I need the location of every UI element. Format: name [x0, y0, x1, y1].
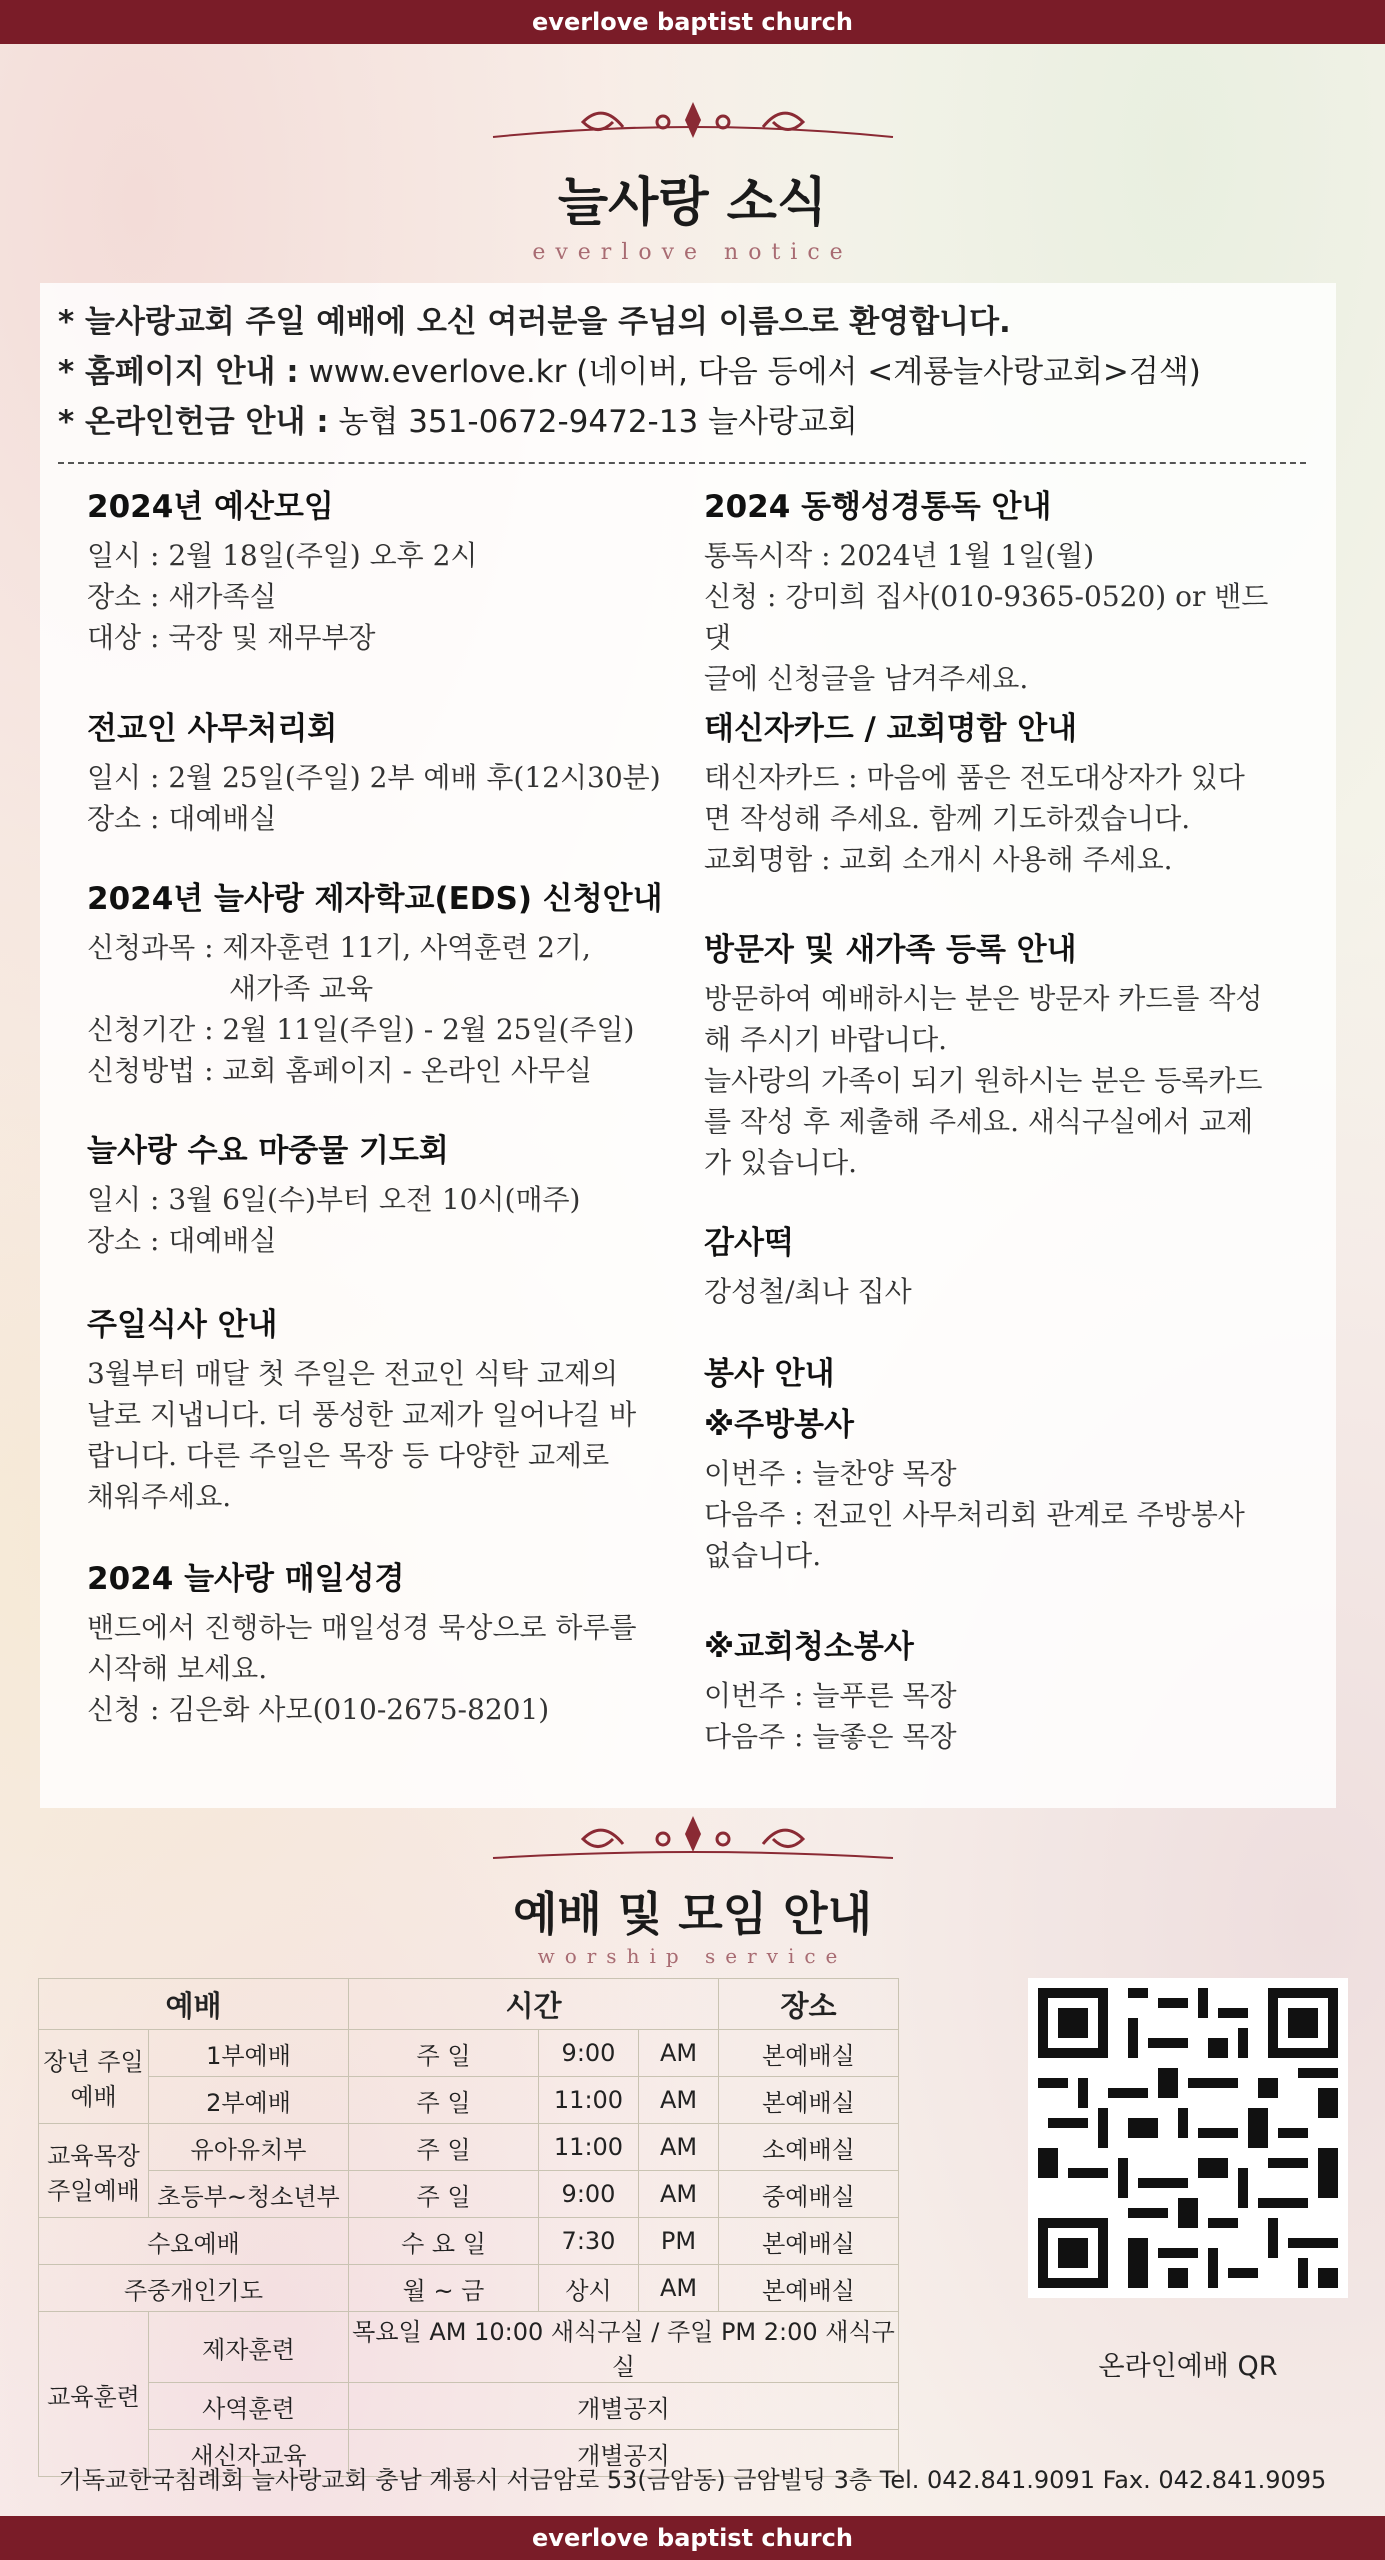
dashed-divider — [58, 462, 1306, 464]
intro-line: * 온라인헌금 안내 : 농협 351-0672-9472-13 늘사랑교회 — [58, 404, 858, 440]
section-title: 봉사 안내 — [704, 1356, 835, 1392]
table-row: 새신자교육 개별공지 — [39, 2430, 899, 2477]
header-time: 시간 — [349, 1979, 719, 2030]
notice-section: 전교인 사무처리회 일시 : 2월 25일(주일) 2부 예배 후(12시30분) 장소 : 대예배실 — [87, 707, 687, 839]
table-row: 교육목장 주일예배 유아유치부 주 일 11:00 AM 소예배실 — [39, 2124, 899, 2171]
row-group: 교육훈련 — [39, 2312, 149, 2477]
notice-section: 감사떡 강성철/최나 집사 — [704, 1221, 1304, 1312]
bottom-banner — [0, 2516, 1385, 2560]
intro-line: * 홈페이지 안내 : www.everlove.kr (네이버, 다음 등에서 <계룡늘사랑교회>검색) — [58, 354, 1201, 390]
header-place: 장소 — [719, 1979, 899, 2030]
table-row: 수요예배 수 요 일 7:30 PM 본예배실 — [39, 2218, 899, 2265]
table-header-row — [39, 1979, 899, 2030]
church-name-top: everlove baptist church — [532, 8, 853, 36]
notice-section: 2024년 예산모임 일시 : 2월 18일(주일) 오후 2시 장소 : 새가족실 대상 : 국장 및 재무부장 — [87, 485, 687, 658]
intro-line: * 늘사랑교회 주일 예배에 오신 여러분을 주님의 이름으로 환영합니다. — [58, 304, 1011, 340]
ornament-top-icon — [0, 92, 1385, 156]
table-row: 주중개인기도 월 ~ 금 상시 AM 본예배실 — [39, 2265, 899, 2312]
intro-block — [58, 297, 1318, 447]
footer-address: 기독교한국침례회 늘사랑교회 충남 계룡시 서금암로 53(금암동) 금암빌딩 3층 Tel. 042.841.9091 Fax. 042.841.9095 — [58, 2466, 1327, 2494]
row-group: 장년 주일예배 — [39, 2030, 149, 2124]
notice-section: ※주방봉사 이번주 : 늘찬양 목장 다음주 : 전교인 사무처리회 관계로 주방봉사 없습니다. — [704, 1403, 1304, 1576]
notice-section: 주일식사 안내 3월부터 매달 첫 주일은 전교인 식탁 교제의 날로 지냅니다. 더 풍성한 교제가 일어나길 바 랍니다. 다른 주일은 목장 등 다양한 교제로 채워주세요. — [87, 1303, 687, 1517]
section-title: 늘사랑 수요 마중물 기도회 — [87, 1133, 449, 1169]
section-title: 주일식사 안내 — [87, 1307, 278, 1343]
table-row: 장년 주일예배 1부예배 주 일 9:00 AM 본예배실 — [39, 2030, 899, 2077]
section-title: ※교회청소봉사 — [704, 1629, 914, 1665]
notice-section: 2024 늘사랑 매일성경 밴드에서 진행하는 매일성경 묵상으로 하루를 시작해 보세요. 신청 : 김은화 사모(010-2675-8201) — [87, 1557, 687, 1730]
header-worship: 예배 — [39, 1979, 349, 2030]
row-group: 교육목장 주일예배 — [39, 2124, 149, 2218]
church-name-bottom: everlove baptist church — [532, 2524, 853, 2552]
section-title: 2024 늘사랑 매일성경 — [87, 1561, 405, 1597]
notice-title: 늘사랑 소식 — [557, 172, 828, 233]
notice-section: 방문자 및 새가족 등록 안내 방문하여 예배하시는 분은 방문자 카드를 작성 해 주시기 바랍니다. 늘사랑의 가족이 되기 원하시는 분은 등록카드 를 작성 후 제출해 주세요. 새식구실에서 교제 가 있습니다. — [704, 928, 1304, 1183]
notice-section: 2024년 늘사랑 제자학교(EDS) 신청안내 신청과목 : 제자훈련 11기, 사역훈련 2기, 새가족 교육 신청기간 : 2월 11일(주일) - 2월 25일(주일) 신청방법 : 교회 홈페이지 - 온라인 사무실 — [87, 877, 687, 1091]
table-row: 초등부~청소년부 주 일 9:00 AM 중예배실 — [39, 2171, 899, 2218]
qr-code-icon[interactable] — [1028, 1978, 1348, 2298]
section-title: ※주방봉사 — [704, 1407, 854, 1443]
section-title: 방문자 및 새가족 등록 안내 — [704, 932, 1077, 968]
notice-section: 늘사랑 수요 마중물 기도회 일시 : 3월 6일(수)부터 오전 10시(매주) 장소 : 대예배실 — [87, 1129, 687, 1261]
notice-section: 2024 동행성경통독 안내 통독시작 : 2024년 1월 1일(월) 신청 : 강미희 집사(010-9365-0520) or 밴드 댓 글에 신청글을 남겨주세요. — [704, 485, 1304, 699]
section-title: 감사떡 — [704, 1225, 794, 1261]
table-row: 2부예배 주 일 11:00 AM 본예배실 — [39, 2077, 899, 2124]
section-title: 태신자카드 / 교회명함 안내 — [704, 711, 1078, 747]
worship-subtitle: worship service — [537, 1944, 848, 1968]
worship-table — [38, 1978, 899, 2477]
qr-label: 온라인예배 QR — [1098, 2351, 1278, 2382]
section-title: 2024년 늘사랑 제자학교(EDS) 신청안내 — [87, 881, 663, 917]
notice-section: ※교회청소봉사 이번주 : 늘푸른 목장 다음주 : 늘좋은 목장 — [704, 1625, 1304, 1757]
notice-section — [704, 1352, 1304, 1402]
notice-section: 태신자카드 / 교회명함 안내 태신자카드 : 마음에 품은 전도대상자가 있다 면 작성해 주세요. 함께 기도하겠습니다. 교회명함 : 교회 소개시 사용해 주세요. — [704, 707, 1304, 880]
section-title: 2024년 예산모임 — [87, 489, 334, 525]
table-row: 교육훈련 제자훈련 목요일 AM 10:00 새식구실 / 주일 PM 2:00 새식구실 — [39, 2312, 899, 2383]
notice-subtitle: everlove notice — [532, 240, 853, 265]
table-row: 사역훈련 개별공지 — [39, 2383, 899, 2430]
ornament-worship-icon — [0, 1806, 1385, 1870]
worship-title: 예배 및 모임 안내 — [512, 1887, 873, 1941]
top-banner — [0, 0, 1385, 44]
section-title: 전교인 사무처리회 — [87, 711, 338, 747]
section-title: 2024 동행성경통독 안내 — [704, 489, 1052, 525]
